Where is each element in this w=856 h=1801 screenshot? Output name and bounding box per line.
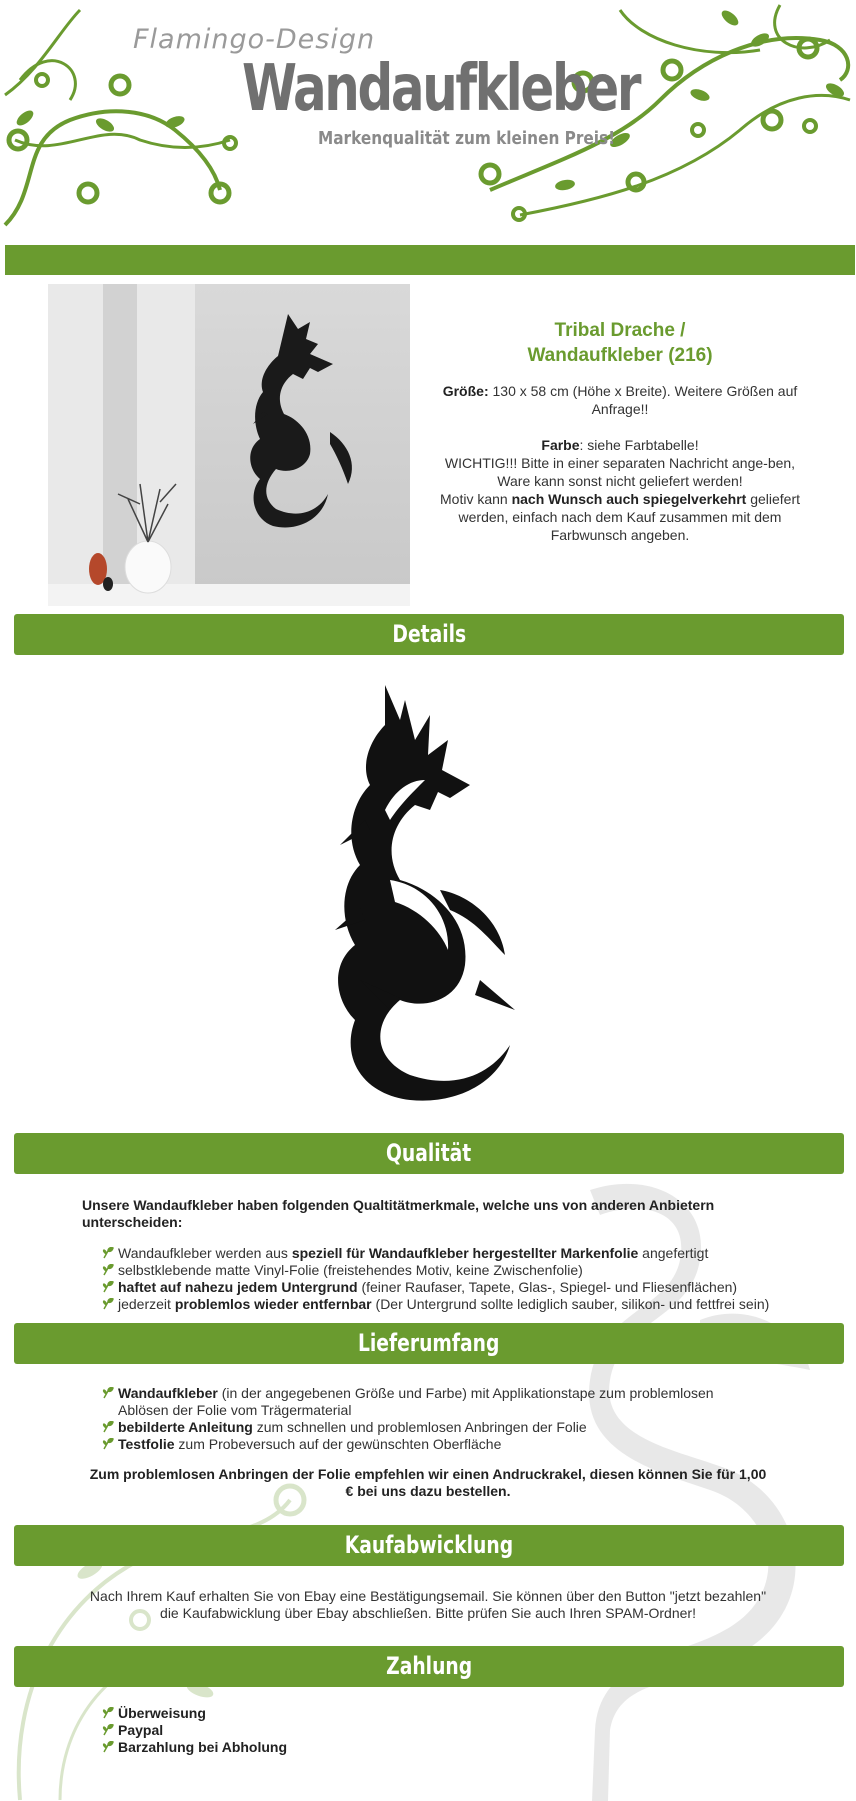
list-item [102, 1705, 502, 1722]
top-divider-bar [5, 245, 855, 275]
item-text: (feiner Raufaser, Tapete, Glas-, Spiegel- und Fliesenflächen) [357, 1279, 738, 1295]
color-text: : siehe Farbtabelle! [579, 437, 699, 453]
product-size [440, 382, 800, 418]
size-label: Größe: [442, 383, 489, 399]
list-item [102, 1419, 762, 1436]
product-notes [440, 436, 800, 544]
payment-heading: Zahlung [385, 1652, 472, 1680]
item-text: selbstklebende matte Vinyl-Folie (freistehendes Motiv, keine Zwischenfolie) [118, 1262, 583, 1278]
item-text: (in der angegebenen Größe und Farbe) mit Applikationstape zum problemlosen Ablösen der Folie vom Trägermaterial [118, 1385, 714, 1418]
payment-method: Überweisung [118, 1705, 206, 1721]
item-bold: bebilderte Anleitung [118, 1419, 253, 1435]
leaf-bullet-icon [102, 1707, 114, 1719]
leaf-bullet-icon [102, 1281, 114, 1293]
photo-dragon-icon [48, 284, 410, 606]
list-item [102, 1245, 802, 1262]
motif-pre: Motiv kann [440, 491, 512, 507]
item-bold: Testfolie [118, 1436, 175, 1452]
item-bold: problemlos wieder entfernbar [174, 1296, 372, 1312]
item-text: zum Probeversuch auf der gewünschten Oberfläche [174, 1436, 502, 1452]
item-bold: speziell für Wandaufkleber hergestellter Markenfolie [291, 1245, 639, 1261]
motif-post: geliefert werden, einfach nach dem Kauf zusammen mit dem Farbwunsch angeben. [458, 491, 801, 543]
color-label: Farbe [541, 437, 580, 453]
list-item [102, 1296, 802, 1313]
list-item [102, 1436, 762, 1453]
brand-small-text: Flamingo-Design [133, 24, 376, 55]
header-banner [0, 0, 856, 240]
leaf-bullet-icon [102, 1438, 114, 1450]
checkout-heading-bar [14, 1525, 844, 1566]
leaf-bullet-icon [102, 1247, 114, 1259]
list-item [102, 1385, 762, 1419]
delivery-heading: Lieferumfang [358, 1329, 500, 1357]
motif-bold: nach Wunsch auch spiegelverkehrt [511, 491, 747, 507]
payment-list [102, 1705, 502, 1756]
item-text: zum schnellen und problemlosen Anbringen der Folie [252, 1419, 587, 1435]
brand-title: Wandaufkleber [242, 52, 640, 126]
product-title [440, 318, 800, 368]
item-text: jederzeit [118, 1296, 175, 1312]
leaf-bullet-icon [102, 1724, 114, 1736]
payment-heading-bar [14, 1646, 844, 1687]
product-title-line2: Wandaufkleber (216) [527, 345, 713, 366]
list-item [102, 1722, 502, 1739]
details-heading-bar [14, 614, 844, 655]
leaf-bullet-icon [102, 1264, 114, 1276]
product-photo [48, 284, 410, 606]
dragon-detail-icon [330, 680, 530, 1105]
list-item [102, 1279, 802, 1296]
quality-intro: Unsere Wandaufkleber haben folgenden Qualtitätmerkmale, welche uns von anderen Anbietern unterscheiden: [82, 1197, 715, 1230]
details-heading: Details [392, 620, 466, 648]
leaf-bullet-icon [102, 1387, 114, 1399]
product-info [440, 318, 800, 562]
important-text: WICHTIG!!! Bitte in einer separaten Nachricht ange-ben, Ware kann sonst nicht geliefert werden! [444, 455, 796, 489]
leaf-bullet-icon [102, 1741, 114, 1753]
leaf-bullet-icon [102, 1298, 114, 1310]
delivery-list [102, 1385, 762, 1453]
leaf-bullet-icon [102, 1421, 114, 1433]
payment-method: Paypal [118, 1722, 164, 1738]
checkout-text: Nach Ihrem Kauf erhalten Sie von Ebay eine Bestätigungsemail. Sie können über den Button "jetzt bezahlen" die Kaufabwicklung über Ebay abschließen. Bitte prüfen Sie auch Ihren SPAM-Ordner! [89, 1588, 767, 1621]
brand-tagline: Markenqualität zum kleinen Preis! [318, 128, 616, 149]
list-item [102, 1739, 502, 1756]
product-title-line1: Tribal Drache / [554, 320, 686, 341]
item-text: (Der Untergrund sollte lediglich sauber, silikon- und fettfrei sein) [371, 1296, 770, 1312]
delivery-heading-bar [14, 1323, 844, 1364]
size-text: 130 x 58 cm (Höhe x Breite). Weitere Größen auf Anfrage!! [488, 383, 798, 417]
quality-list [102, 1245, 802, 1313]
quality-heading: Qualität [386, 1139, 472, 1167]
item-text: angefertigt [638, 1245, 709, 1261]
list-item [102, 1262, 802, 1279]
checkout-heading: Kaufabwicklung [344, 1531, 514, 1559]
item-text: Wandaufkleber werden aus [118, 1245, 292, 1261]
delivery-note: Zum problemlosen Anbringen der Folie empfehlen wir einen Andruckrakel, diesen können Sie für 1,00 € bei uns dazu bestellen. [89, 1466, 767, 1499]
item-bold: haftet auf nahezu jedem Untergrund [118, 1279, 358, 1295]
quality-heading-bar [14, 1133, 844, 1174]
item-bold: Wandaufkleber [118, 1385, 218, 1401]
payment-method: Barzahlung bei Abholung [118, 1739, 288, 1755]
